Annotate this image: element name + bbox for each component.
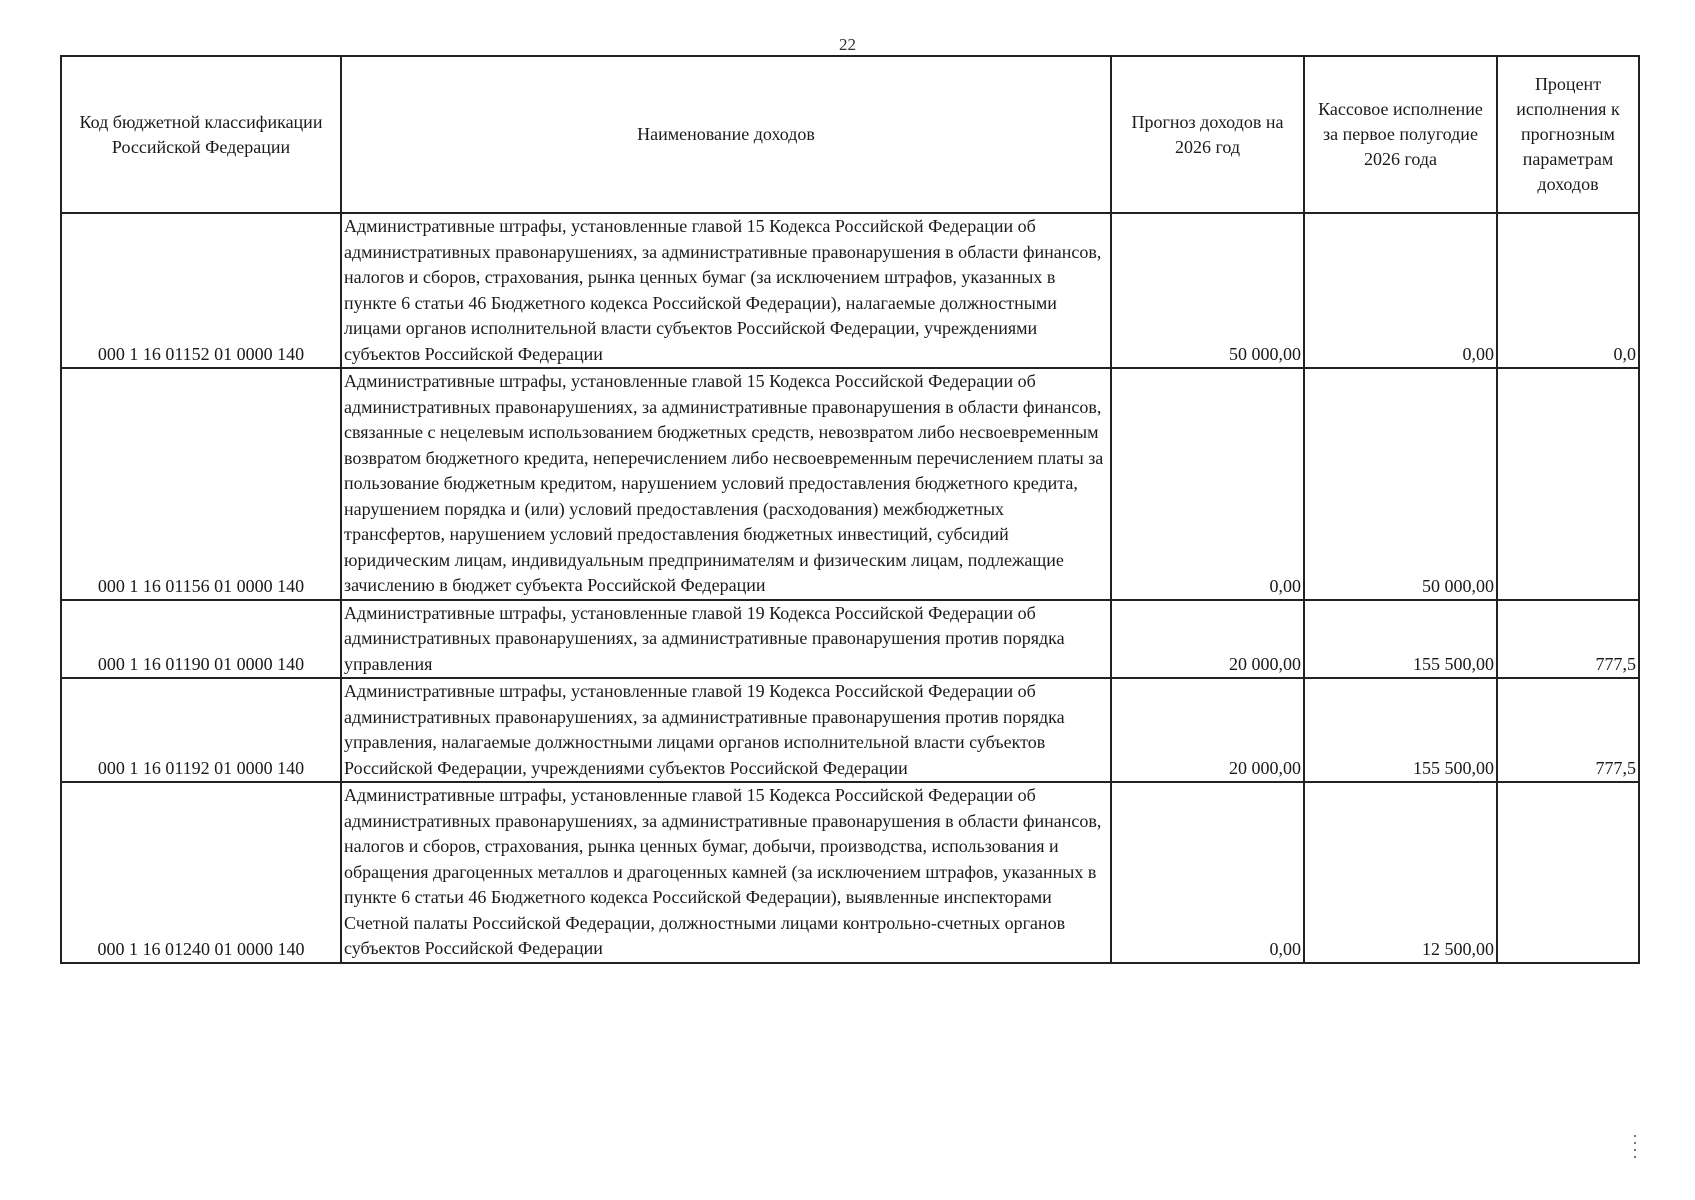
- row-revenue-name: Административные штрафы, установленные главой 15 Кодекса Российской Федерации об административных правонарушениях, за административные правонарушения в области финансов, налогов и сборов, страхования, рынка ценных бумаг (за исключением штрафов, указанных в пункте 6 статьи 46 Бюджетного кодекса Российской Федерации), налагаемые должностными лицами органов исполнительной власти субъектов Российской Федерации, учреждениями субъектов Российской Федерации: [341, 213, 1111, 368]
- row-budget-code: 000 1 16 01192 01 0000 140: [61, 678, 341, 782]
- table-header-row: [61, 56, 1639, 213]
- row-revenue-name: Административные штрафы, установленные главой 15 Кодекса Российской Федерации об административных правонарушениях, за административные правонарушения в области финансов, связанные с нецелевым использованием бюджетных средств, невозвратом либо несвоевременным возвратом бюджетного кредита, неперечислением либо несвоевременным перечислением платы за пользование бюджетным кредитом, нарушением условий предоставления бюджетного кредита, нарушением порядка и (или) условий предоставления (расходования) межбюджетных трансфертов, нарушением условий предоставления бюджетных инвестиций, субсидий юридическим лицам, индивидуальным предпринимателям и физическим лицам, подлежащие зачислению в бюджет субъекта Российской Федерации: [341, 368, 1111, 600]
- header-revenue-name: Наименование доходов: [341, 56, 1111, 213]
- row-execution: 155 500,00: [1304, 600, 1497, 679]
- header-forecast: Прогноз доходов на 2026 год: [1111, 56, 1304, 213]
- row-revenue-name: Административные штрафы, установленные главой 15 Кодекса Российской Федерации об административных правонарушениях, за административные правонарушения в области финансов, налогов и сборов, страхования, рынка ценных бумаг, добычи, производства, использования и обращения драгоценных металлов и драгоценных камней (за исключением штрафов, указанных в пункте 6 статьи 46 Бюджетного кодекса Российской Федерации), выявленные инспекторами Счетной палаты Российской Федерации, должностными лицами контрольно-счетных органов субъектов Российской Федерации: [341, 782, 1111, 963]
- row-budget-code: 000 1 16 01152 01 0000 140: [61, 213, 341, 368]
- row-percent: [1497, 368, 1639, 600]
- row-percent: 777,5: [1497, 600, 1639, 679]
- row-forecast: 20 000,00: [1111, 678, 1304, 782]
- header-percent: Процент исполнения к прогнозным параметрам доходов: [1497, 56, 1639, 213]
- row-execution: 50 000,00: [1304, 368, 1497, 600]
- table-row: [61, 213, 1639, 368]
- row-budget-code: 000 1 16 01240 01 0000 140: [61, 782, 341, 963]
- row-revenue-name: Административные штрафы, установленные главой 19 Кодекса Российской Федерации об административных правонарушениях, за административные правонарушения против порядка управления, налагаемые должностными лицами органов исполнительной власти субъектов Российской Федерации, учреждениями субъектов Российской Федерации: [341, 678, 1111, 782]
- header-execution: Кассовое исполнение за первое полугодие 2026 года: [1304, 56, 1497, 213]
- row-percent: [1497, 782, 1639, 963]
- row-forecast: 0,00: [1111, 368, 1304, 600]
- table-row: [61, 678, 1639, 782]
- revenue-table: [60, 55, 1640, 964]
- row-forecast: 0,00: [1111, 782, 1304, 963]
- row-percent: 0,0: [1497, 213, 1639, 368]
- row-execution: 155 500,00: [1304, 678, 1497, 782]
- table-row: [61, 600, 1639, 679]
- header-budget-code: Код бюджетной классификации Российской Федерации: [61, 56, 341, 213]
- row-budget-code: 000 1 16 01190 01 0000 140: [61, 600, 341, 679]
- row-revenue-name: Административные штрафы, установленные главой 19 Кодекса Российской Федерации об административных правонарушениях, за административные правонарушения против порядка управления: [341, 600, 1111, 679]
- row-forecast: 50 000,00: [1111, 213, 1304, 368]
- row-percent: 777,5: [1497, 678, 1639, 782]
- table-row: [61, 782, 1639, 963]
- row-budget-code: 000 1 16 01156 01 0000 140: [61, 368, 341, 600]
- scan-edge-marks: [1634, 1135, 1638, 1165]
- row-execution: 0,00: [1304, 213, 1497, 368]
- table-row: [61, 368, 1639, 600]
- row-execution: 12 500,00: [1304, 782, 1497, 963]
- page-number: 22: [839, 35, 856, 54]
- row-forecast: 20 000,00: [1111, 600, 1304, 679]
